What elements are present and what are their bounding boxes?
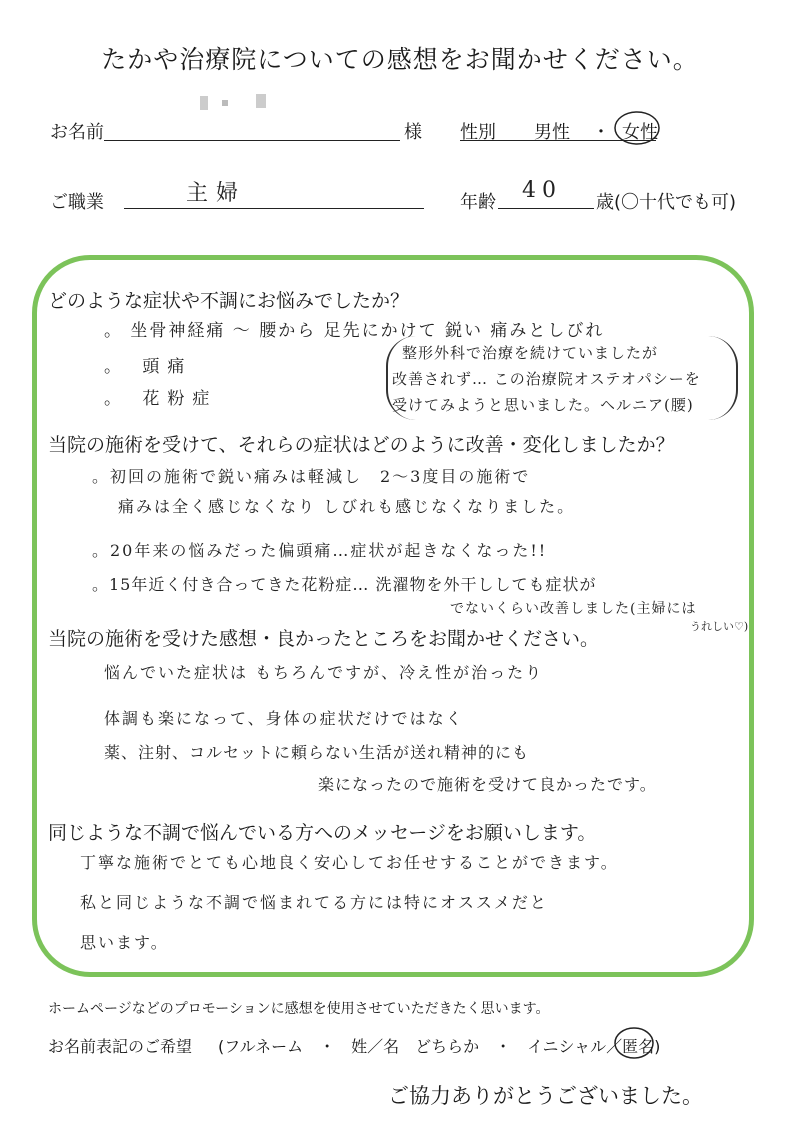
name-label: お名前 — [50, 122, 104, 143]
initial-circle-mark — [612, 1024, 656, 1062]
gender-female: 女性 — [622, 122, 658, 143]
female-circle-mark — [612, 108, 662, 148]
q1-item: 。 頭痛 — [104, 357, 193, 377]
name-pref-label: お名前表記のご希望 — [48, 1037, 193, 1056]
q4-label: 同じような不調で悩んでいる方へのメッセージをお願いします。 — [48, 822, 597, 844]
q3-label: 当院の施術を受けた感想・良かったところをお聞かせください。 — [48, 628, 600, 650]
age-underline — [498, 208, 594, 209]
q2-line: 。20年来の悩みだった偏頭痛…症状が起きなくなった!! — [92, 541, 548, 560]
q2-line: 痛みは全く感じなくなり しびれも感じなくなりました。 — [118, 497, 576, 516]
q3-line: 楽になったので施術を受けて良かったです。 — [318, 775, 657, 794]
occupation-value: 主婦 — [186, 181, 247, 206]
q2-line: 。初回の施術で鋭い痛みは軽減し 2～3度目の施術で — [92, 467, 531, 486]
name-redacted — [200, 92, 270, 112]
q1-label: どのような症状や不調にお悩みでしたか？ — [48, 290, 410, 312]
q2-line: 。15年近く付き合ってきた花粉症… 洗濯物を外干ししても症状が — [92, 575, 597, 594]
q1-item: 。 坐骨神経痛 ～ 腰から 足先にかけて 鋭い 痛みとしびれ — [104, 321, 605, 341]
q4-line: 思います。 — [80, 933, 169, 952]
q2-line: うれしい♡) — [690, 620, 749, 633]
q3-line: 薬、注射、コルセットに頼らない生活が送れ精神的にも — [104, 743, 530, 762]
sama-label: 様 — [404, 122, 422, 143]
promo-text: ホームページなどのプロモーションに感想を使用させていただきたく思います。 — [48, 1001, 550, 1017]
q1-note-line: 受けてみようと思いました。ヘルニア(腰) — [392, 396, 694, 414]
age-value: 40 — [522, 178, 562, 203]
q4-line: 私と同じような不調で悩まれてる方には特にオススメだと — [80, 893, 548, 912]
name-pref-options: (フルネーム ・ 姓／名 どちらか ・ イニシャル／匿名) — [218, 1037, 661, 1056]
q3-line: 体調も楽になって、身体の症状だけではなく — [104, 709, 464, 728]
age-suffix: 歳(〇十代でも可) — [596, 192, 737, 213]
name-underline — [104, 140, 400, 141]
q1-item: 。 花粉症 — [104, 389, 218, 409]
gender-label: 性別 — [460, 122, 496, 143]
gender-male: 男性 — [534, 122, 570, 143]
gender-dot: ・ — [592, 122, 610, 143]
q2-line: でないくらい改善しました(主婦には — [450, 601, 697, 617]
q1-note-line: 整形外科で治療を続けていましたが — [402, 344, 659, 362]
page-title: たかや治療院についての感想をお聞かせください。 — [101, 45, 699, 74]
q4-line: 丁寧な施術でとても心地良く安心してお任せすることができます。 — [80, 853, 619, 872]
q2-label: 当院の施術を受けて、それらの症状はどのように改善・変化しましたか？ — [48, 434, 675, 456]
q1-note-line: 改善されず… この治療院オステオパシーを — [392, 370, 701, 388]
occupation-underline — [124, 208, 424, 209]
q3-line: 悩んでいた症状は もちろんですが、冷え性が治ったり — [104, 663, 544, 682]
thanks-text: ご協力ありがとうございました。 — [388, 1084, 703, 1108]
age-label: 年齢 — [460, 192, 496, 213]
occupation-label: ご職業 — [50, 192, 104, 213]
